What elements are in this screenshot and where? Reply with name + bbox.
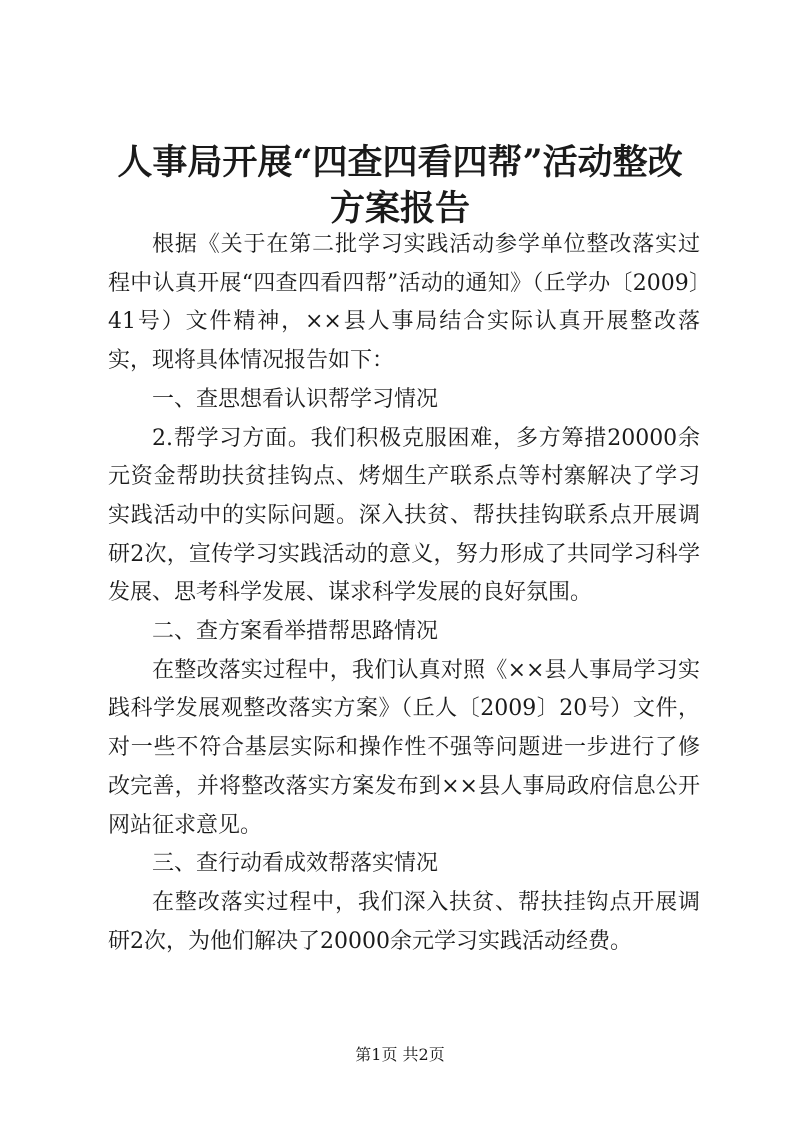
section-2-paragraph: 在整改落实过程中，我们认真对照《××县人事局学习实践科学发展观整改落实方案》（丘人〔2009〕20号）文件，对一些不符合基层实际和操作性不强等问题进一步进行了修改完善，并将整改落实方案发布到××县人事局政府信息公开网站征求意见。 <box>108 657 700 838</box>
page-number-footer: 第1页 共2页 <box>355 1045 445 1064</box>
intro-paragraph: 根据《关于在第二批学习实践活动参学单位整改落实过程中认真开展“四查四看四帮”活动的通知》（丘学办〔2009〕41号）文件精神，××县人事局结合实际认真开展整改落实，现将具体情况报告如下： <box>108 232 700 374</box>
section-heading-3: 三、查行动看成效帮落实情况 <box>152 851 439 877</box>
document-body <box>108 226 700 961</box>
section-heading-2: 二、查方案看举措帮思路情况 <box>152 619 439 645</box>
document-title: 人事局开展“四查四看四帮”活动整改方案报告 <box>117 142 683 229</box>
section-3-paragraph: 在整改落实过程中，我们深入扶贫、帮扶挂钩点开展调研2次，为他们解决了20000余元学习实践活动经费。 <box>108 889 700 954</box>
section-heading-1: 一、查思想看认识帮学习情况 <box>152 386 439 412</box>
section-1-paragraph: 2.帮学习方面。我们积极克服困难，多方筹措20000余元资金帮助扶贫挂钩点、烤烟生产联系点等村寨解决了学习实践活动中的实际问题。深入扶贫、帮扶挂钩联系点开展调研2次，宣传学习实践活动的意义，努力形成了共同学习科学发展、思考科学发展、谋求科学发展的良好氛围。 <box>108 425 700 606</box>
